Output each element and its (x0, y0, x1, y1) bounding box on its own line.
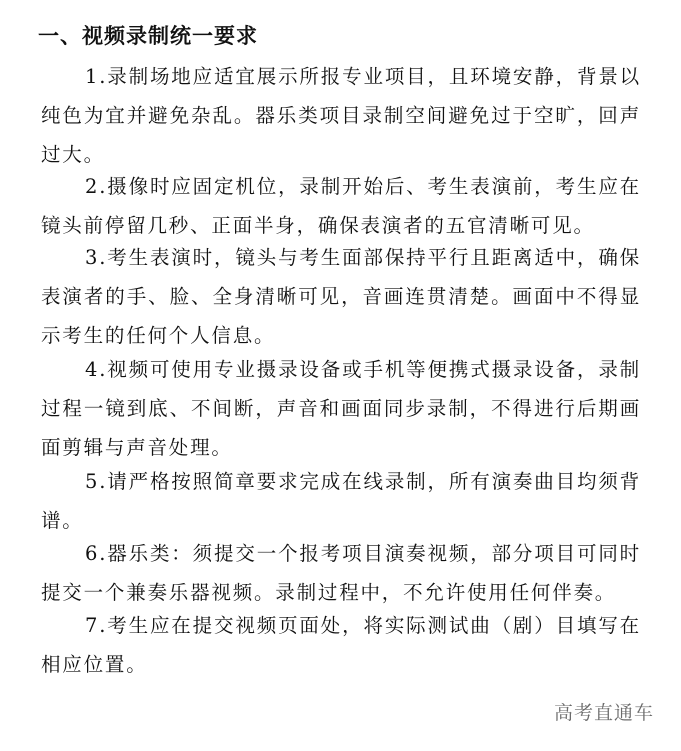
section-heading: 一、视频录制统一要求 (38, 24, 258, 48)
requirement-paragraph-6: 6.器乐类：须提交一个报考项目演奏视频，部分项目可同时提交一个兼奏乐器视频。录制过程中，不允许使用任何伴奏。 (41, 542, 641, 604)
requirement-paragraph-3: 3.考生表演时，镜头与考生面部保持平行且距离适中，确保表演者的手、脸、全身清晰可见，音画连贯清楚。画面中不得显示考生的任何个人信息。 (41, 246, 641, 347)
requirement-paragraph-5: 5.请严格按照简章要求完成在线录制，所有演奏曲目均须背谱。 (41, 470, 641, 532)
requirement-paragraph-2: 2.摄像时应固定机位，录制开始后、考生表演前，考生应在镜头前停留几秒、正面半身，确保表演者的五官清晰可见。 (41, 175, 641, 237)
requirement-paragraph-7: 7.考生应在提交视频页面处，将实际测试曲（剧）目填写在相应位置。 (41, 614, 641, 676)
watermark-text: 高考直通车 (553, 702, 654, 724)
requirement-paragraph-4: 4.视频可使用专业摄录设备或手机等便携式摄录设备，录制过程一镜到底、不间断，声音和画面同步录制，不得进行后期画面剪辑与声音处理。 (41, 358, 641, 459)
requirement-paragraph-1: 1.录制场地应适宜展示所报专业项目，且环境安静，背景以纯色为宜并避免杂乱。器乐类项目录制空间避免过于空旷，回声过大。 (41, 65, 641, 166)
